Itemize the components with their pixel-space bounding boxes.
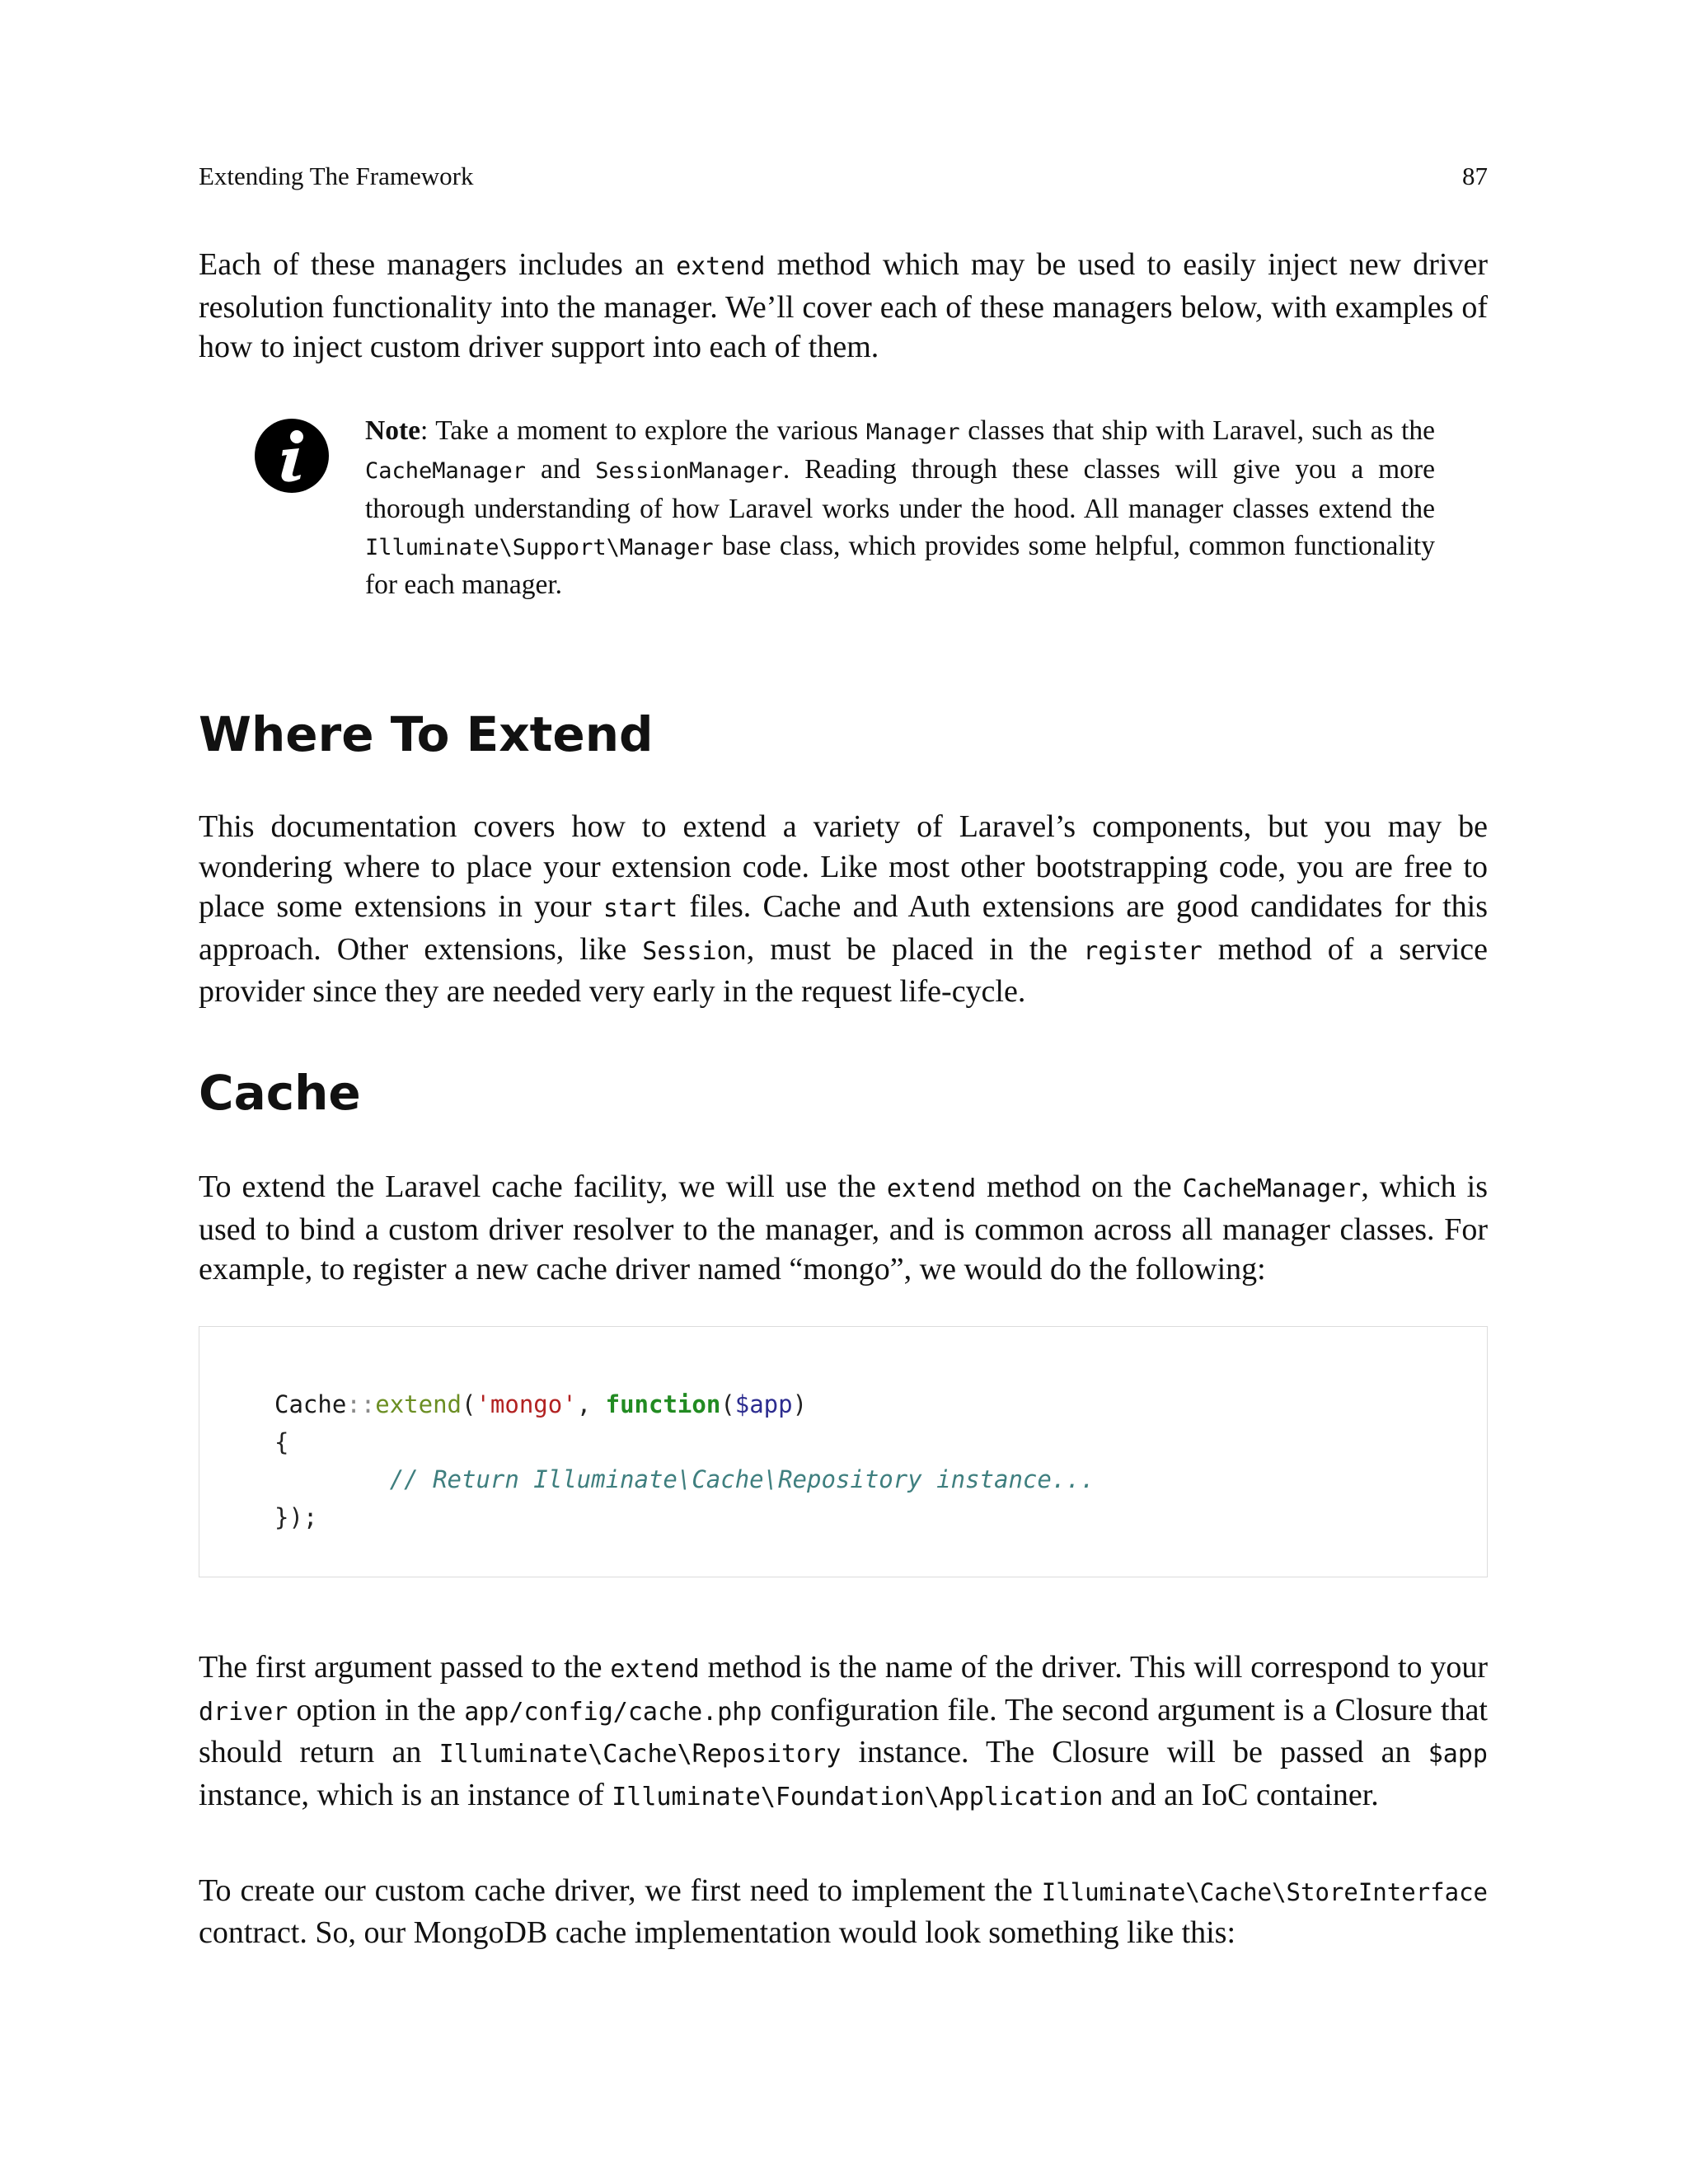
- section-heading-where-to-extend: Where To Extend: [199, 706, 654, 762]
- page-number: 87: [1462, 162, 1488, 190]
- note-text: Note: Take a moment to explore the various Manager classes that ship with Laravel, such as the CacheManager and SessionManager. Reading through these classes will give you a more thorough understanding of how Laravel works under the hood. All manager classes extend the Illuminate\Support\Manager base class, which provides some helpful, common functionality for each manager.: [365, 415, 1436, 601]
- intro-paragraph: Each of these managers includes an extend method which may be used to easily inject new driver resolution functionality into the manager. We’ll cover each of these managers below, with examples of how to inject custom driver support into each of them.: [199, 247, 1488, 364]
- where-to-extend-paragraph: This documentation covers how to extend a variety of Laravel’s components, but you may be wondering where to place your extension code. Like most other bootstrapping code, you are free to place some extensions in your start files. Cache and Auth extensions are good candidates for this approach. Other extensions, like Session, must be placed in the register method of a service provider since they are needed very early in the request life-cycle.: [199, 809, 1488, 1009]
- section-heading-cache: Cache: [199, 1065, 361, 1121]
- cache-intro-paragraph: To extend the Laravel cache facility, we will use the extend method on the CacheManager, which is used to bind a custom driver resolver to the manager, and is common across all manager classes. For example, to register a new cache driver named “mongo”, we would do the following:: [199, 1169, 1489, 1286]
- code-block: [199, 1326, 1488, 1577]
- cache-explanation-paragraph: The first argument passed to the extend method is the name of the driver. This will correspond to your driver option in the app/config/cache.php configuration file. The second argument is a Closure that should return an Illuminate\Cache\Repository instance. The Closure will be passed an $app instance, which is an instance of Illuminate\Foundation\Application and an IoC container.: [199, 1650, 1488, 1812]
- running-header: [199, 162, 1488, 191]
- cache-store-paragraph: To create our custom cache driver, we first need to implement the Illuminate\Cache\StoreInterface contract. So, our MongoDB cache implementation would look something like this:: [199, 1873, 1488, 1950]
- chapter-title: Extending The Framework: [199, 162, 474, 190]
- note-label: Note: [365, 415, 420, 446]
- note-callout: [199, 412, 1488, 610]
- inline-code: extend: [676, 252, 766, 281]
- code-listing: Cache::extend('mongo', function($app) { // Return Illuminate\Cache\Repository instance... });: [274, 1390, 1095, 1531]
- info-icon: [255, 419, 329, 493]
